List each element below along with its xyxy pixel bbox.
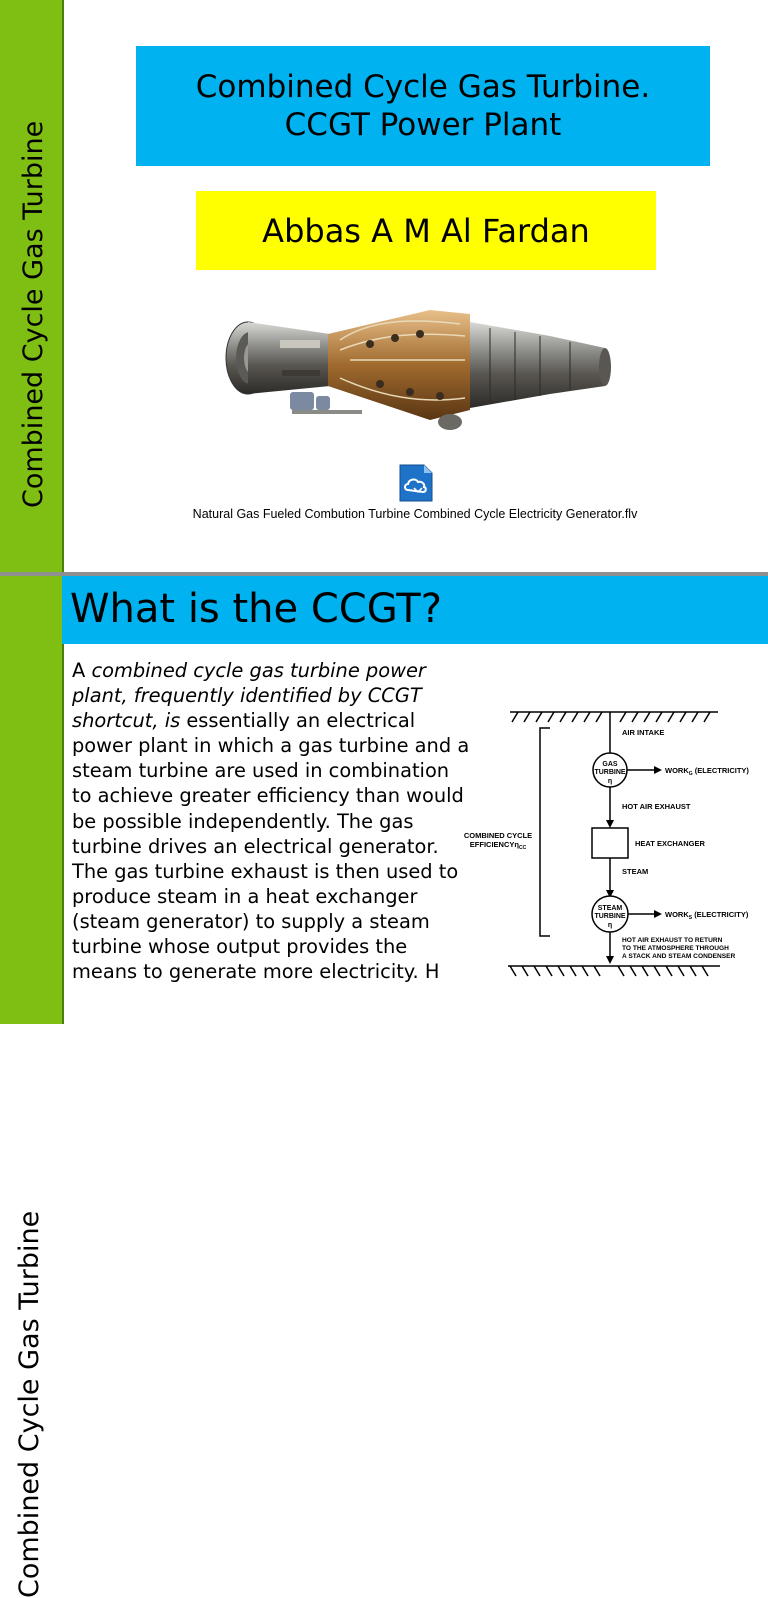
sidebar-label: Combined Cycle Gas Turbine — [14, 1210, 45, 1598]
sidebar-band — [0, 0, 64, 572]
efficiency-bracket — [540, 728, 550, 936]
heat-exchanger-box — [592, 828, 628, 858]
body-text-italic: combined cycle gas turbine power plant, frequently identified by CCGT shortcut, is — [72, 659, 426, 733]
title-line-2: CCGT Power Plant — [284, 107, 562, 143]
exhaust-label-3: A STACK AND STEAM CONDENSER — [622, 953, 736, 960]
label-hot-air-exhaust: HOT AIR EXHAUST — [622, 802, 691, 811]
label-air-intake: AIR INTAKE — [622, 728, 665, 737]
top-ground-line — [510, 712, 718, 722]
label-steam: STEAM — [622, 867, 649, 876]
label-work-steam: $WORK_S$ (ELECTRICITY) — [665, 910, 749, 921]
steam-turbine-label-1: STEAM — [597, 905, 623, 912]
title-box — [136, 46, 710, 166]
author-box — [196, 191, 656, 270]
attachment-caption[interactable]: Natural Gas Fueled Combution Turbine Combined Cycle Electricity Generator.flv — [192, 507, 638, 521]
cc-efficiency-label-2: EFFICIENCYη$_{CC}$ — [469, 840, 527, 851]
title-slide — [0, 0, 768, 572]
gas-turbine-image — [220, 300, 620, 440]
sidebar-label: Combined Cycle Gas Turbine — [18, 120, 49, 508]
steam-turbine-label-2: TURBINE — [594, 913, 626, 920]
gas-turbine-efficiency: η — [607, 778, 613, 785]
body-text-2: essentially an electrical power plant in which a gas turbine and a steam turbine are used in combination to achieve greater efficiency than would be possible independently. The gas turbine drives an electrical generator. The gas turbine exhaust is then used to produce steam in a heat exchanger (steam generator) to supply a steam turbine whose output provides the means to generate more electricity. H — [72, 709, 470, 984]
content-slide — [0, 576, 768, 1598]
author-name: Abbas A M Al Fardan — [262, 211, 590, 250]
exhaust-label-1: HOT AIR EXHAUST TO RETURN — [622, 937, 723, 944]
label-work-gas: $WORK_G$ (ELECTRICITY) — [665, 766, 749, 777]
bottom-ground-line — [508, 966, 720, 976]
label-heat-exchanger: HEAT EXCHANGER — [635, 839, 705, 848]
title-line-1: Combined Cycle Gas Turbine. — [195, 69, 651, 105]
sidebar-band — [0, 576, 64, 1598]
video-file-icon[interactable] — [398, 463, 434, 503]
body-text-1: A — [72, 659, 92, 682]
body-paragraph — [72, 658, 474, 984]
ccgt-flow-diagram — [460, 696, 768, 1026]
steam-turbine-efficiency: η — [607, 922, 613, 929]
gas-turbine-label-2: TURBINE — [594, 769, 626, 776]
cc-efficiency-label-1: COMBINED CYCLE — [463, 831, 533, 840]
exhaust-label-2: TO THE ATMOSPHERE THROUGH — [622, 945, 729, 952]
gas-turbine-label-1: GAS — [602, 761, 618, 768]
slide-heading: What is the CCGT? — [70, 586, 442, 632]
